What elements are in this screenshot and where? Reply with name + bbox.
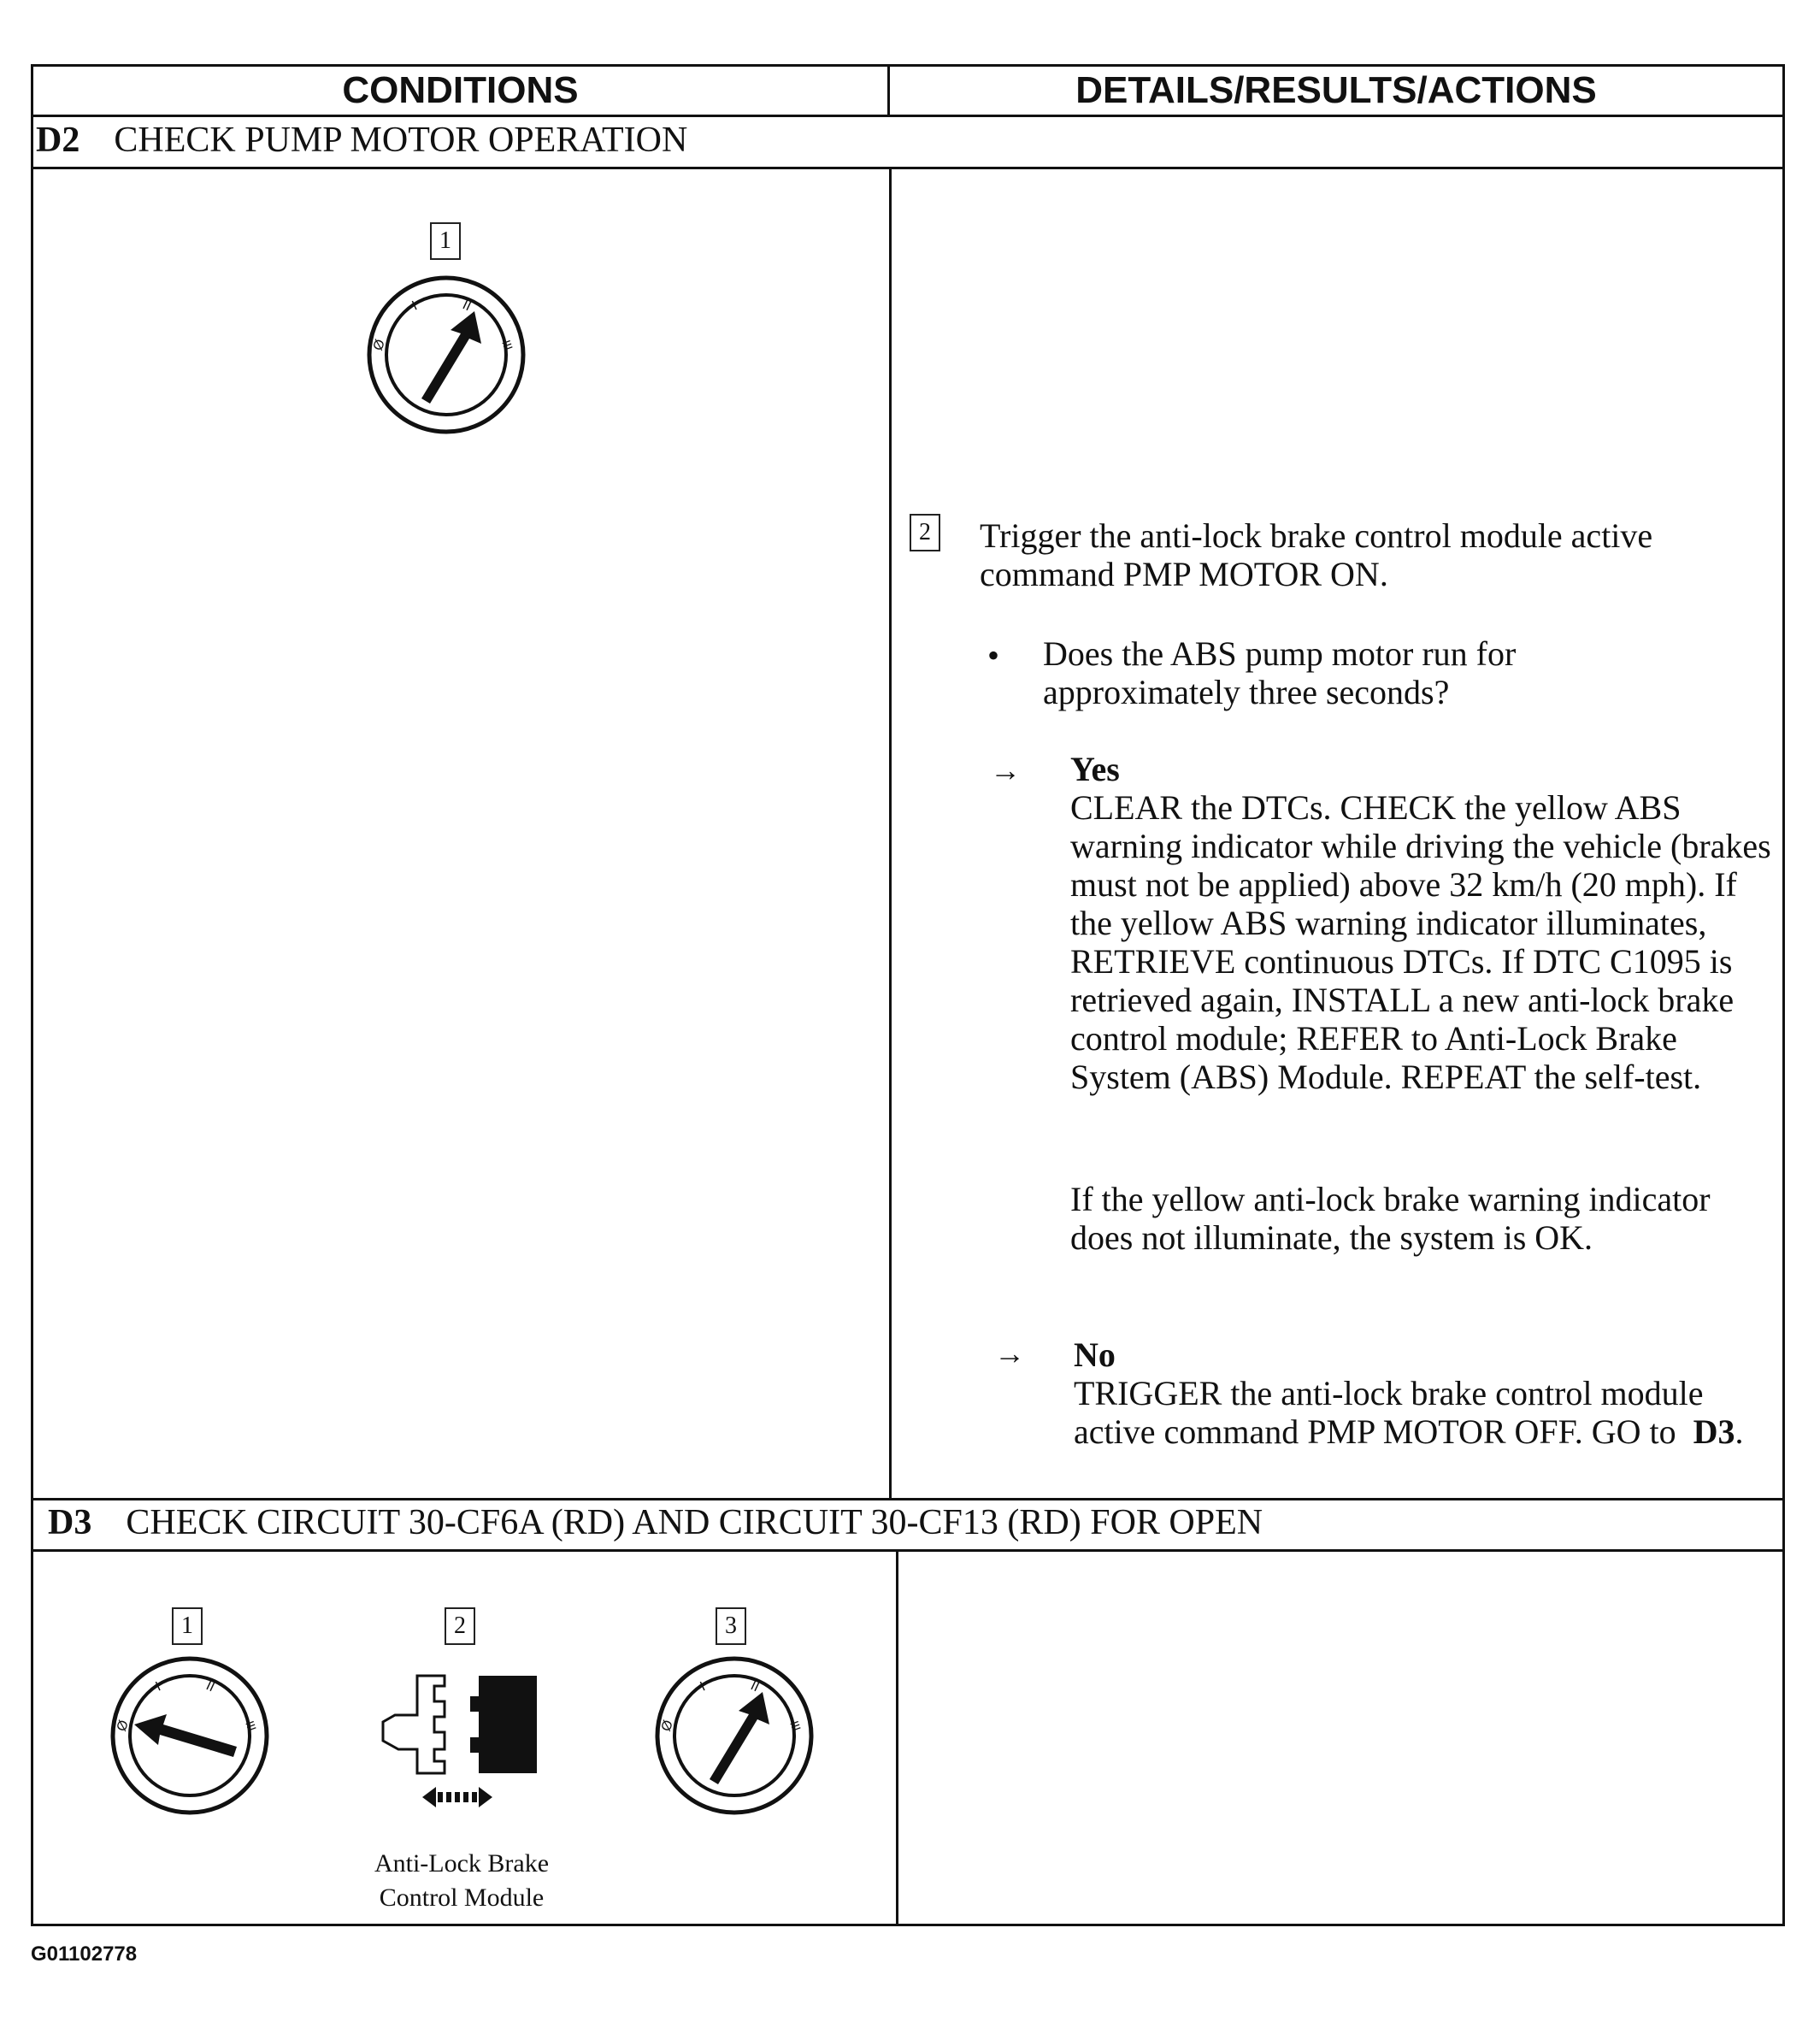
ignition-mark-acc: I bbox=[698, 1679, 708, 1695]
ignition-mark-start: III bbox=[499, 338, 516, 352]
d3-step2-box: 2 bbox=[445, 1607, 475, 1645]
no-text: TRIGGER the anti-lock brake control module active command PMP MOTOR OFF. GO to bbox=[1074, 1374, 1704, 1451]
ignition-key-run-icon bbox=[365, 274, 527, 436]
ignition-mark-start: III bbox=[243, 1718, 260, 1733]
ignition-mark-run: II bbox=[460, 298, 474, 315]
no-response: No TRIGGER the anti-lock brake control module active command PMP MOTOR OFF. GO to D3. bbox=[1074, 1335, 1779, 1451]
connector-disconnect-icon bbox=[376, 1667, 547, 1830]
d2-title-text: CHECK PUMP MOTOR OPERATION bbox=[114, 121, 688, 160]
ignition-mark-acc: I bbox=[409, 298, 420, 314]
no-arrow-icon: → bbox=[994, 1336, 1025, 1371]
d3-title-top-divider bbox=[31, 1498, 1785, 1500]
yes-arrow-icon: → bbox=[990, 753, 1021, 787]
details-header: DETAILS/RESULTS/ACTIONS bbox=[1075, 69, 1597, 111]
ignition-key-off-icon bbox=[109, 1654, 271, 1817]
d2-title-divider bbox=[31, 167, 1785, 169]
question-bullet: • bbox=[987, 636, 1000, 675]
ignition-mark-off: Ø bbox=[114, 1718, 133, 1734]
d3-title bbox=[48, 1502, 1263, 1543]
d3-title-divider bbox=[31, 1549, 1785, 1552]
d3-step3-box: 3 bbox=[716, 1607, 746, 1645]
ignition-mark-acc: I bbox=[153, 1679, 163, 1695]
ignition-key-run-icon bbox=[653, 1654, 816, 1817]
d2-step2-box: 2 bbox=[910, 514, 940, 551]
d3-column-divider bbox=[896, 1549, 898, 1926]
ignition-mark-off: Ø bbox=[370, 337, 389, 353]
yes-response bbox=[1070, 750, 1780, 1096]
module-caption-line2: Control Module bbox=[379, 1884, 545, 1912]
yes-text: CLEAR the DTCs. CHECK the yellow ABS warning indicator while driving the vehicle (brakes must not be applied) above 32 km/h (20 mph). If the yellow ABS warning indicator illuminates, RETRIEVE continuous DTCs. If DTC C1095 is retrieved again, INSTALL a new anti-lock brake control module; REFER to Anti-Lock Brake System (ABS) Module. REPEAT the self-test. bbox=[1070, 788, 1771, 1096]
d3-title-text: CHECK CIRCUIT 30-CF6A (RD) AND CIRCUIT 30-CF13 (RD) FOR OPEN bbox=[126, 1503, 1263, 1542]
no-goto[interactable]: D3 bbox=[1693, 1412, 1735, 1451]
conditions-header: CONDITIONS bbox=[342, 69, 579, 111]
module-caption bbox=[325, 1847, 598, 1915]
d2-question: Does the ABS pump motor run for approximately three seconds? bbox=[1043, 634, 1517, 711]
d2-step1-box: 1 bbox=[430, 222, 461, 260]
header-divider bbox=[31, 115, 1785, 117]
ignition-mark-off: Ø bbox=[658, 1718, 677, 1734]
d3-id: D3 bbox=[48, 1503, 92, 1542]
d2-step2-action: Trigger the anti-lock brake control module active command PMP MOTOR ON. bbox=[980, 516, 1653, 593]
no-label: No bbox=[1074, 1335, 1116, 1374]
figure-id: G01102778 bbox=[31, 1943, 138, 1966]
module-caption-line1: Anti-Lock Brake bbox=[374, 1849, 550, 1878]
ignition-mark-run: II bbox=[203, 1678, 217, 1695]
yes-label: Yes bbox=[1070, 750, 1120, 788]
ignition-mark-run: II bbox=[748, 1678, 762, 1695]
d2-title bbox=[36, 120, 687, 161]
d2-id: D2 bbox=[36, 121, 80, 160]
ignition-mark-start: III bbox=[787, 1718, 804, 1733]
d3-step1-box: 1 bbox=[172, 1607, 203, 1645]
yes-text-ok: If the yellow anti-lock brake warning indicator does not illuminate, the system is OK. bbox=[1070, 1180, 1711, 1257]
d2-column-divider bbox=[889, 167, 892, 1498]
